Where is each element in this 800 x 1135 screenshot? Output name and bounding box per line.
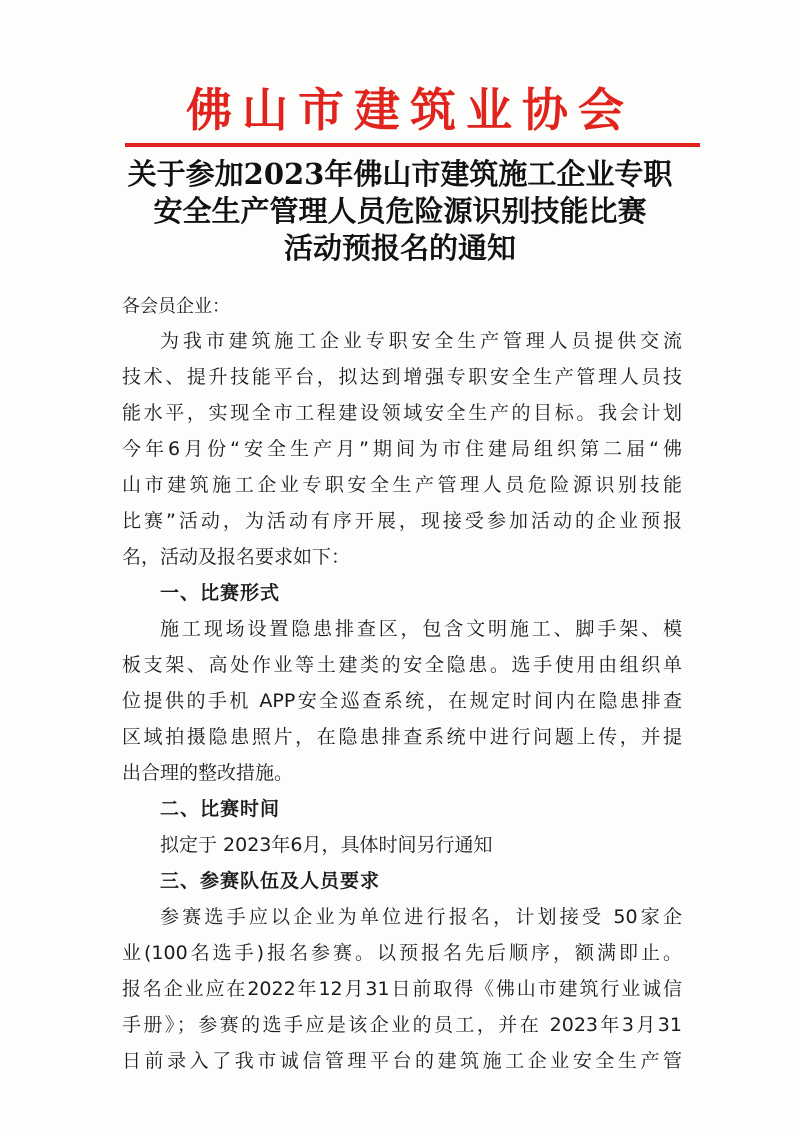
section-heading: 三、参赛队伍及人员要求: [160, 870, 381, 892]
paragraph-line: 区域拍摄隐患照片，在隐患排查系统中进行问题上传，并提: [122, 726, 682, 748]
paragraph-line: 山市建筑施工企业专职安全生产管理人员危险源识别技能: [122, 474, 682, 496]
paragraph-line: 出合理的整改措施。: [122, 762, 294, 784]
paragraph-line: 手册》；参赛的选手应是该企业的员工，并在 2023年3月31: [122, 1014, 682, 1036]
letterhead-org-name: 佛山市建筑业协会: [186, 83, 634, 137]
paragraph-line: 拟定于 2023年6月，具体时间另行通知: [160, 834, 493, 856]
paragraph-line: 比赛”活动，为活动有序开展，现接受参加活动的企业预报: [122, 510, 682, 532]
paragraph-line: 为我市建筑施工企业专职安全生产管理人员提供交流: [160, 330, 682, 352]
paragraph-line: 参赛选手应以企业为单位进行报名，计划接受 50家企: [160, 906, 682, 928]
section-heading: 一、比赛形式: [160, 582, 281, 604]
paragraph-line: 日前录入了我市诚信管理平台的建筑施工企业安全生产管: [122, 1050, 682, 1072]
paragraph-line: 技术、提升技能平台，拟达到增强专职安全生产管理人员技: [122, 366, 682, 388]
paragraph-line: 业(100名选手)报名参赛。以预报名先后顺序，额满即止。: [122, 942, 682, 964]
paragraph-line: 名，活动及报名要求如下：: [122, 546, 351, 568]
title-line: 关于参加2023年佛山市建筑施工企业专职: [127, 157, 673, 191]
paragraph-line: 施工现场设置隐患排查区，包含文明施工、脚手架、模: [160, 618, 682, 640]
title-line: 安全生产管理人员危险源识别技能比赛: [153, 194, 647, 228]
letterhead-red-rule: [125, 143, 700, 147]
paragraph-line: 位提供的手机 APP安全巡查系统，在规定时间内在隐患排查: [122, 690, 682, 712]
salutation: 各会员企业：: [122, 296, 230, 317]
paragraph-line: 板支架、高处作业等土建类的安全隐患。选手使用由组织单: [122, 654, 682, 676]
document-title: [90, 156, 710, 267]
section-heading: 二、比赛时间: [160, 798, 281, 820]
paragraph-line: 今年6月份“安全生产月”期间为市住建局组织第二届“佛: [122, 438, 682, 460]
title-line: 活动预报名的通知: [283, 231, 516, 265]
document-body: [122, 323, 682, 1079]
paragraph-line: 报名企业应在2022年12月31日前取得《佛山市建筑行业诚信: [122, 978, 682, 1000]
paragraph-line: 能水平，实现全市工程建设领域安全生产的目标。我会计划: [122, 402, 682, 424]
